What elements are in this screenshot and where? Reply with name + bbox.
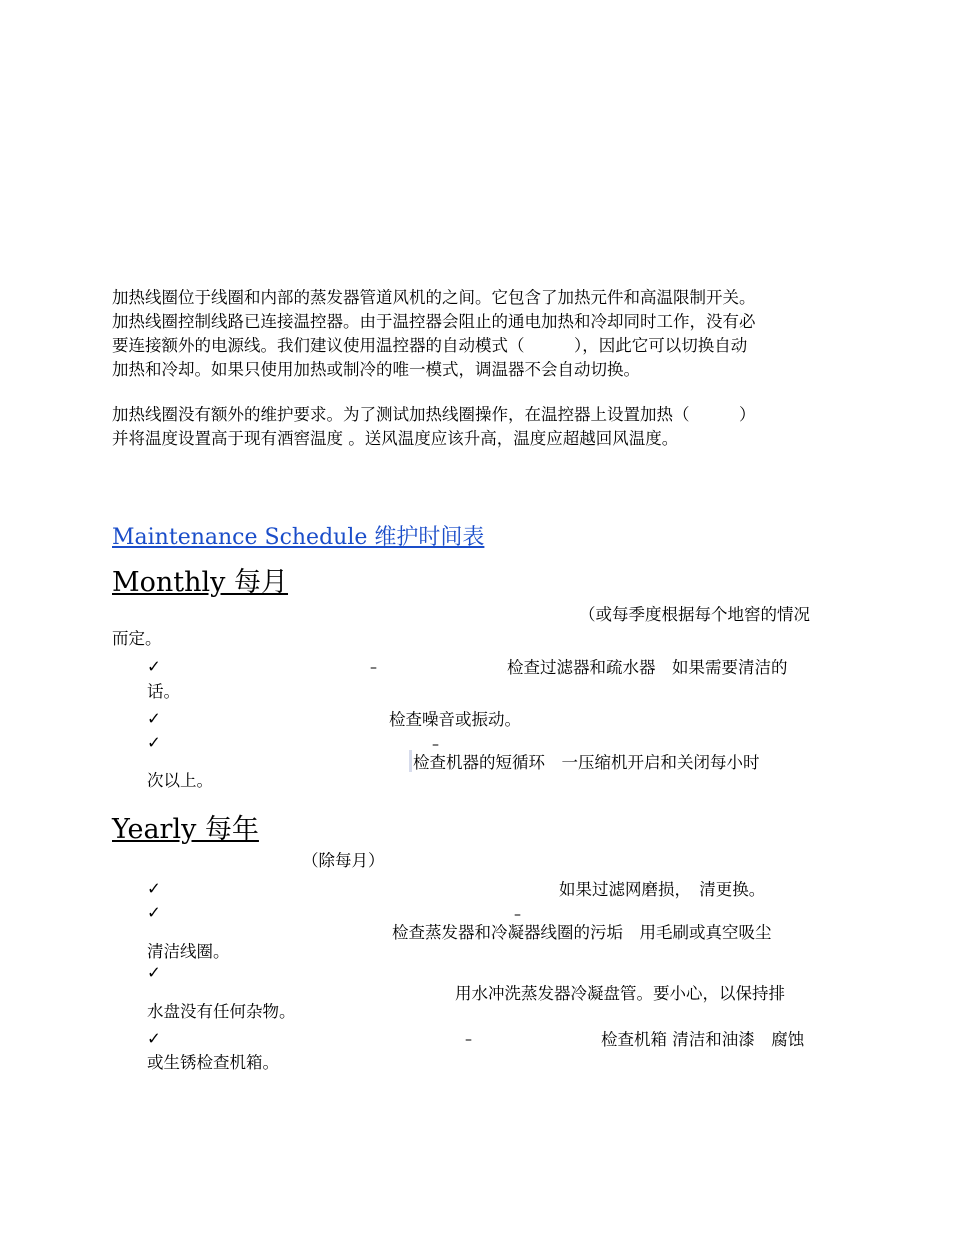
check-icon: ✓ — [147, 1029, 161, 1048]
dash-icon: – — [432, 737, 439, 753]
monthly-item-text: 检查噪音或振动。 — [389, 710, 521, 729]
paragraph-line: 要连接额外的电源线。我们建议使用温控器的自动模式（ ），因此它可以切换自动 — [112, 336, 748, 355]
paragraph-heating-coil-maintenance — [112, 403, 847, 451]
yearly-intro: （除每月） — [302, 851, 385, 870]
monthly-item-text: 检查机器的短循环 一压缩机开启和关闭每小时 — [413, 753, 760, 772]
check-icon: ✓ — [147, 657, 161, 676]
dash-icon: – — [465, 1032, 472, 1048]
yearly-item-text: 检查机箱 清洁和油漆 腐蚀 — [601, 1030, 805, 1049]
yearly-item-continued: 或生锈检查机箱。 — [147, 1053, 279, 1072]
paragraph-line: 加热线圈位于线圈和内部的蒸发器管道风机的之间。它包含了加热元件和高温限制开关。 — [112, 288, 756, 307]
yearly-item-text: 用水冲洗蒸发器冷凝盘管。要小心，以保持排 — [455, 984, 785, 1003]
dash-icon: – — [370, 660, 377, 676]
yearly-item-text: 检查蒸发器和冷凝器线圈的污垢 用毛刷或真空吸尘 — [392, 923, 772, 942]
check-icon: ✓ — [147, 903, 161, 922]
check-icon: ✓ — [147, 709, 161, 728]
monthly-intro-continued: 而定。 — [112, 629, 162, 648]
check-icon: ✓ — [147, 963, 161, 982]
check-icon: ✓ — [147, 879, 161, 898]
yearly-item-continued: 清洁线圈。 — [147, 942, 230, 961]
monthly-intro: （或每季度根据每个地窖的情况 — [579, 605, 810, 624]
maintenance-schedule-link[interactable]: Maintenance Schedule 维护时间表 — [112, 525, 485, 550]
monthly-item-continued: 话。 — [147, 682, 180, 701]
paragraph-heating-coil-description — [112, 286, 847, 382]
monthly-heading: Monthly 每月 — [112, 567, 289, 598]
yearly-item-continued: 水盘没有任何杂物。 — [147, 1002, 296, 1021]
monthly-item-continued: 次以上。 — [147, 771, 213, 790]
paragraph-line: 并将温度设置高于现有酒窖温度 。送风温度应该升高，温度应超越回风温度。 — [112, 429, 679, 448]
monthly-item-text: 检查过滤器和疏水器 如果需要清洁的 — [507, 658, 788, 677]
paragraph-line: 加热线圈控制线路已连接温控器。由于温控器会阻止的通电加热和冷却同时工作，没有必 — [112, 312, 756, 331]
paragraph-line: 加热线圈没有额外的维护要求。为了测试加热线圈操作，在温控器上设置加热（ ） — [112, 405, 756, 424]
dash-icon: – — [514, 907, 521, 923]
text-cursor-marker — [409, 750, 412, 772]
yearly-item-text: 如果过滤网磨损， 清更换。 — [559, 880, 766, 899]
check-icon: ✓ — [147, 733, 161, 752]
yearly-heading: Yearly 每年 — [112, 814, 259, 845]
paragraph-line: 加热和冷却。如果只使用加热或制冷的唯一模式，调温器不会自动切换。 — [112, 360, 640, 379]
